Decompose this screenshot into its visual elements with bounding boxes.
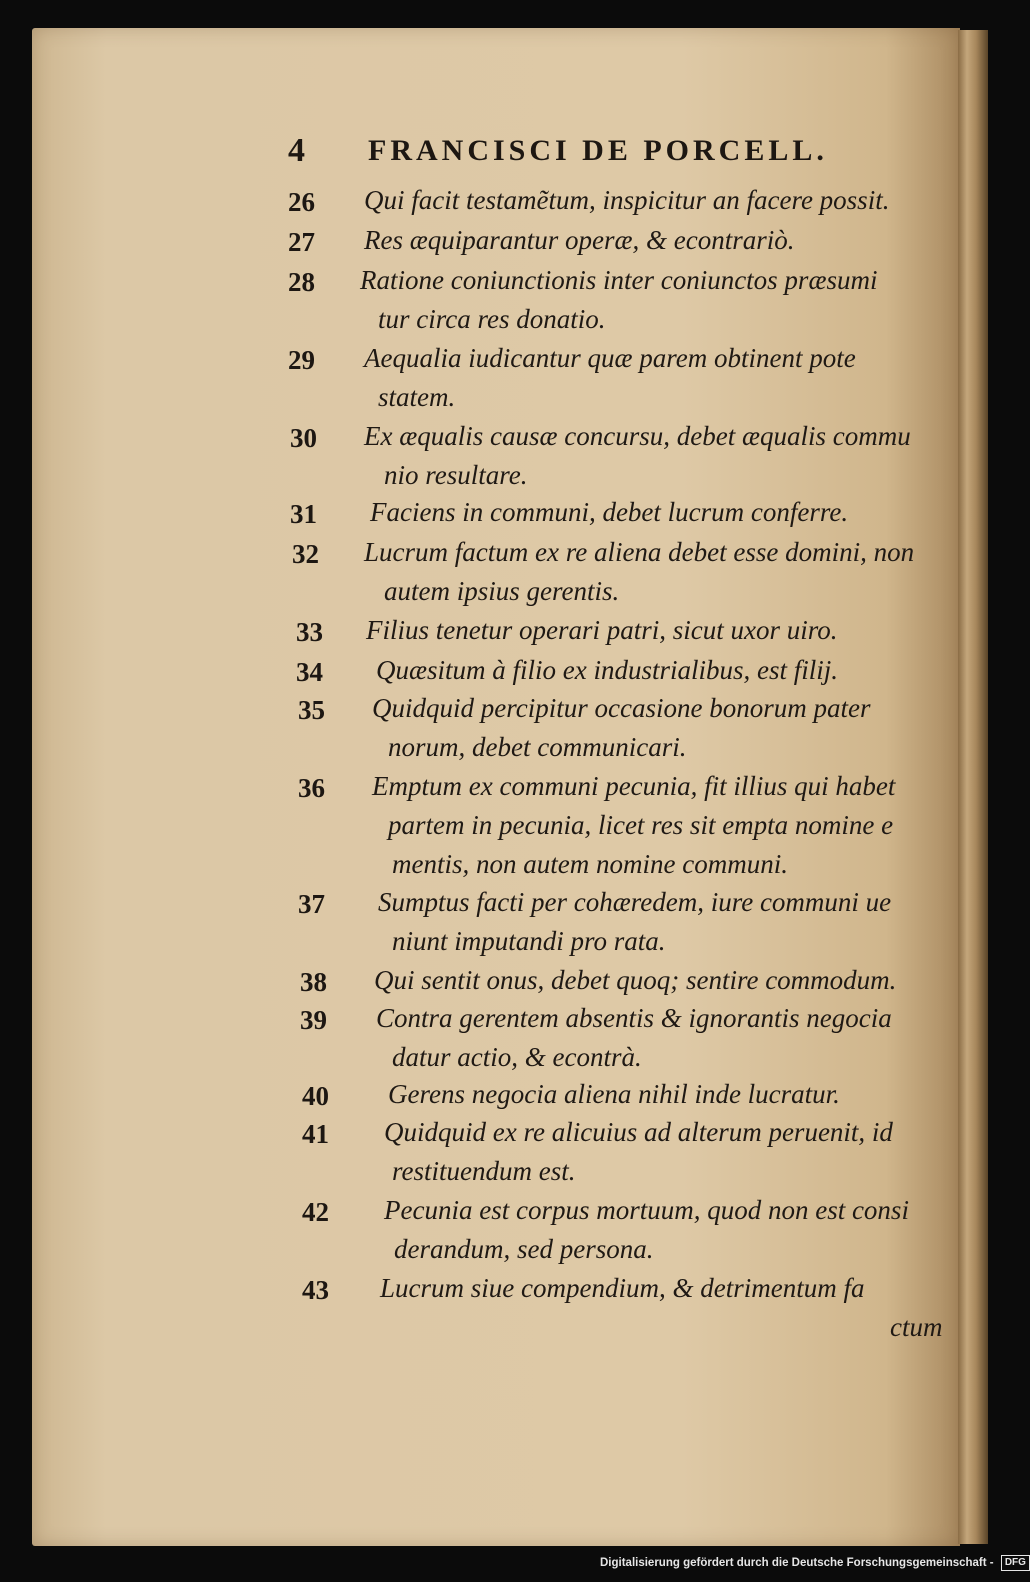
entry-number: 29 (288, 345, 315, 375)
entry-number: 36 (298, 773, 325, 803)
entry-number: 39 (300, 1005, 327, 1035)
entry-text-line: Emptum ex communi pecunia, fit illius qui habet (372, 771, 896, 801)
entry-text-line: Faciens in communi, debet lucrum conferre. (370, 497, 849, 527)
entry-text-line: ctum (890, 1312, 943, 1342)
footer-text: Digitalisierung gefördert durch die Deutsche Forschungsgemeinschaft - (600, 1557, 994, 1569)
entry-text-line: Pecunia est corpus mortuum, quod non est consi (384, 1195, 909, 1225)
entry-number: 30 (290, 423, 317, 453)
entry-text-line: norum, debet communicari. (388, 732, 687, 762)
entry-number: 40 (302, 1081, 329, 1111)
entry-text-line: Filius tenetur operari patri, sicut uxor uiro. (366, 615, 838, 645)
entry-text-line: Qui sentit onus, debet quoq; sentire commodum. (374, 965, 897, 995)
entry-number: 33 (296, 617, 323, 647)
entry-text-line: Qui facit testamẽtum, inspicitur an facere possit. (364, 185, 890, 215)
entry-text-line: Quæsitum à filio ex industrialibus, est filij. (376, 655, 839, 685)
entry-text-line: statem. (378, 382, 456, 412)
entry-text-line: Quidquid ex re alicuius ad alterum peruenit, id (384, 1117, 893, 1147)
digitization-footer (600, 1552, 1030, 1574)
entry-number: 28 (288, 267, 315, 297)
entry-text-line: Contra gerentem absentis & ignorantis negocia (376, 1003, 892, 1033)
entry-text-line: Lucrum siue compendium, & detrimentum fa (380, 1273, 865, 1303)
entry-number: 35 (298, 695, 325, 725)
dfg-logo-icon: DFG (1001, 1555, 1030, 1571)
entry-text-line: nio resultare. (384, 460, 528, 490)
entry-text-line: Lucrum factum ex re aliena debet esse domini, non (364, 537, 915, 567)
entry-number: 27 (288, 227, 315, 257)
entry-text-line: Ex æqualis causæ concursu, debet æqualis commu (364, 421, 911, 451)
entry-number: 32 (292, 539, 319, 569)
entry-text-line: Gerens negocia aliena nihil inde lucratur. (388, 1079, 840, 1109)
entry-number: 37 (298, 889, 325, 919)
entry-text-line: mentis, non autem nomine communi. (392, 849, 788, 879)
entry-text-line: datur actio, & econtrà. (392, 1042, 642, 1072)
page-number: 4 (288, 132, 305, 169)
entry-text-line: Res æquiparantur operæ, & econtrariò. (364, 225, 795, 255)
entry-number: 42 (302, 1197, 329, 1227)
entry-text-line: Quidquid percipitur occasione bonorum pater (372, 693, 871, 723)
page-edge (958, 30, 988, 1544)
entry-number: 26 (288, 187, 315, 217)
running-head: FRANCISCI DE PORCELL. (368, 134, 828, 167)
page-header (0, 130, 1000, 180)
entry-number: 43 (302, 1275, 329, 1305)
entry-text-line: derandum, sed persona. (394, 1234, 654, 1264)
entry-text-line: niunt imputandi pro rata. (392, 926, 666, 956)
entry-text-line: autem ipsius gerentis. (384, 576, 620, 606)
entry-text-line: partem in pecunia, licet res sit empta nomine e (388, 810, 894, 840)
entry-text-line: restituendum est. (392, 1156, 576, 1186)
entry-number: 38 (300, 967, 327, 997)
entry-number: 41 (302, 1119, 329, 1149)
entry-number: 34 (296, 657, 323, 687)
entry-text-line: Sumptus facti per cohæredem, iure communi ue (378, 887, 892, 917)
entry-number: 31 (290, 499, 317, 529)
entry-text-line: Aequalia iudicantur quæ parem obtinent pote (364, 343, 856, 373)
entry-text-line: Ratione coniunctionis inter coniunctos præsumi (360, 265, 878, 295)
entry-text-line: tur circa res donatio. (378, 304, 606, 334)
